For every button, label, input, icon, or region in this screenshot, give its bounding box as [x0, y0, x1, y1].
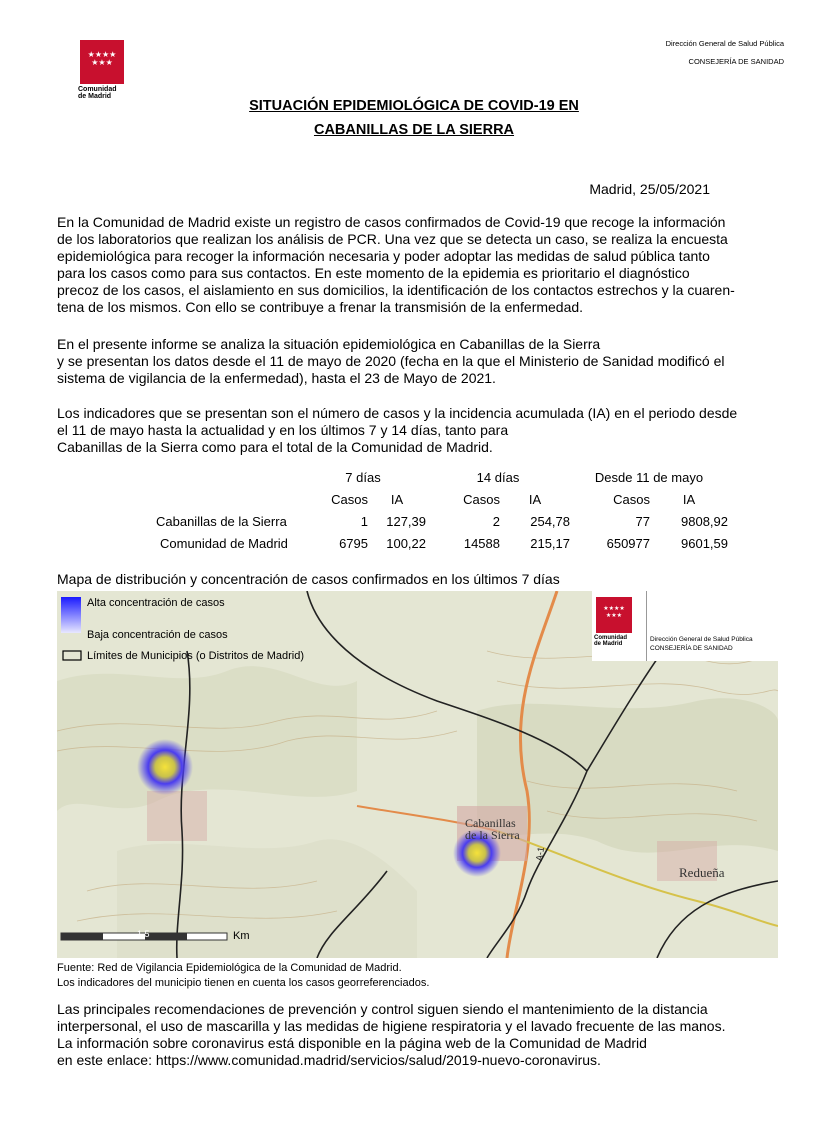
source-line: Fuente: Red de Vigilancia Epidemiológica de la Comunidad de Madrid.	[57, 962, 402, 974]
recommendations-paragraph: Las principales recomendaciones de prevención y control siguen siendo el mantenimiento de la distancia interpersonal, el uso de mascarilla y las medidas de higiene respiratoria y el lavado frecuente de las manos. La información sobre coronavirus está disponible en la página web de la Comunidad de Madrid en este enlace: https://www.comunidad.madrid/servicios/salud/2019-nuevo-coronavirus.	[57, 1001, 726, 1068]
table-subheader: Casos IA Casos IA Casos IA	[331, 491, 696, 507]
indicators-paragraph: Los indicadores que se presentan son el número de casos y la incidencia acumulada (IA) en el periodo desde el 11 de mayo hasta la actualidad y en los últimos 7 y 14 días, tanto para Cabanillas de la Sierra como para el total de la Comunidad de Madrid.	[57, 405, 738, 455]
org-direction: Dirección General de Salud Pública	[665, 39, 784, 48]
org-consejeria: CONSEJERÍA DE SANIDAD	[688, 57, 784, 66]
comunidad-madrid-logo	[80, 40, 124, 84]
table-row: Cabanillas de la Sierra 1 127,39 2 254,78 77 9808,92	[156, 513, 728, 529]
logo-stars-icon: ★★★★ ★★★	[87, 50, 117, 67]
scale-value: 1,5	[137, 929, 150, 939]
road-label-a1: A-1	[533, 846, 547, 862]
map-logo-icon: ★★★★ ★★★	[596, 597, 632, 633]
page-title-line2: CABANILLAS DE LA SIERRA	[313, 122, 515, 138]
map-title: Mapa de distribución y concentración de casos confirmados en los últimos 7 días	[57, 571, 560, 587]
logo-text: Comunidad de Madrid	[78, 86, 117, 100]
map-org-text: Dirección General de Salud Pública CONSEJERÍA DE SANIDAD	[650, 636, 753, 652]
analysis-paragraph: En el presente informe se analiza la situación epidemiológica en Cabanillas de la Sierra y se presentan los datos desde el 11 de mayo de 2020 (fecha en la que el Ministerio de Sanidad modificó el sistema de vigilancia de la enfermedad), hasta el 23 de Mayo de 2021.	[57, 336, 725, 386]
intro-paragraph: En la Comunidad de Madrid existe un registro de casos confirmados de Covid-19 que recoge la información de los laboratorios que realizan los análisis de PCR. Una vez que se detecta un caso, se realiza la encuesta epidemiológica para recoger la información necesaria y poder adoptar las medidas de salud pública tanto para los casos como para sus contactos. En este momento de la epidemia es prioritario el diagnóstico precoz de los casos, el aislamiento en sus domicilios, la identificación de los contactos estrechos y la cuaren- tena de los mismos. Con ello se contribuye a frenar la transmisión de la enfermedad.	[57, 214, 735, 315]
town-label-reduena: Redueña	[679, 865, 725, 880]
case-distribution-map	[57, 591, 778, 958]
source-note: Los indicadores del municipio tienen en cuenta los casos georreferenciados.	[57, 977, 430, 989]
indicators-table	[150, 466, 728, 554]
scale-unit: Km	[233, 930, 250, 942]
page-title-line1: SITUACIÓN EPIDEMIOLÓGICA DE COVID-19 EN	[249, 98, 579, 114]
table-group-header: 7 días 14 días Desde 11 de mayo	[345, 469, 704, 485]
map-logo-text: Comunidad de Madrid	[594, 635, 627, 647]
legend-limits-label: Límites de Municipios (o Distritos de Madrid)	[87, 650, 305, 662]
legend-low-label: Baja concentración de casos	[87, 629, 228, 641]
legend-gradient-swatch	[61, 597, 81, 633]
hotspot-los-llanos	[137, 739, 193, 795]
town-label-cabanillas: Cabanillas de la Sierra	[465, 816, 520, 842]
table-row: Comunidad de Madrid 6795 100,22 14588 215,17 650977 9601,59	[160, 535, 728, 551]
report-date: Madrid, 25/05/2021	[589, 181, 710, 197]
map-logo-panel	[592, 591, 778, 661]
legend-high-label: Alta concentración de casos	[87, 597, 225, 609]
